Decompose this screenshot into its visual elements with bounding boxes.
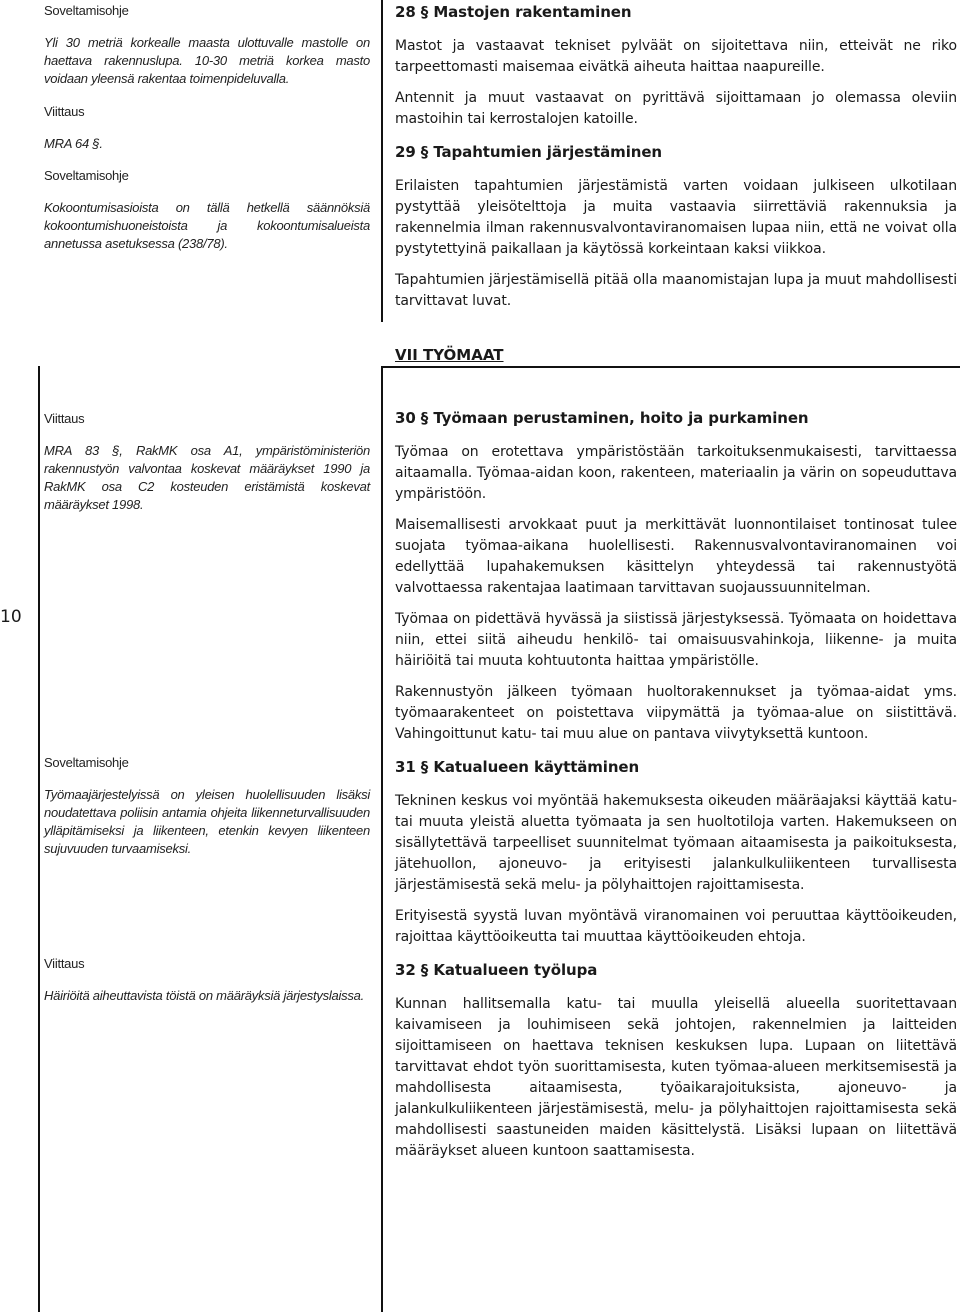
note-text: Häiriöitä aiheuttavista töistä on määräyksiä järjestyslaissa. xyxy=(44,988,365,1003)
page-left-rule xyxy=(38,366,40,1312)
top-left-notes xyxy=(44,2,370,253)
bottom-left-guidance xyxy=(44,754,370,858)
paragraph: Työmaa on pidettävä hyvässä ja siistissä järjestyksessä. Työmaata on hoidettava niin, ettei siitä aiheudu henkilö- tai omaisuusvahinkoja, liikenne- ja muita häiriöitä tai muuta kohtuutonta haittaa ympäristölle. xyxy=(395,611,957,669)
chapter-title: VII TYÖMAAT xyxy=(395,346,504,364)
page-number: 10 xyxy=(0,607,22,627)
bottom-left-reference-2 xyxy=(44,955,370,1005)
column-divider-top xyxy=(381,0,383,322)
section-heading-32: 32 § Katualueen työlupa xyxy=(395,961,598,979)
note-text: Yli 30 metriä korkealle maasta ulottuvalle mastolle on haettava rakennuslupa. 10-30 metriä korkea masto voidaan yleensä rakentaa toimenpideluvalla. xyxy=(44,35,370,86)
section-heading-31: 31 § Katualueen käyttäminen xyxy=(395,758,640,776)
paragraph: Maisemallisesti arvokkaat puut ja merkittävät luonnontilaiset tontinosat tulee suojata työmaa-aikana huolellisesti. Rakennusvalvontaviranomainen voi edellyttää lupahakemuksen käsittelyn yhteydessä tai rakennustyötä valvottaessa rakentajaa laatimaan tarvittavan suojaussuunnitelman. xyxy=(395,517,957,596)
note-label: Soveltamisohje xyxy=(44,3,129,18)
paragraph: Erityisestä syystä luvan myöntävä viranomainen voi peruuttaa käyttöoikeuden, rajoittaa käyttöoikeutta tai muuttaa käyttöoikeuden ehtoja. xyxy=(395,908,957,945)
paragraph: Tapahtumien järjestämisellä pitää olla maanomistajan lupa ja muut mahdollisesti tarvittavat luvat. xyxy=(395,272,957,309)
paragraph: Mastot ja vastaavat tekniset pylväät on sijoitettava niin, etteivät ne riko tarpeettomasti maisemaa eivätkä aiheuta haittaa naapureille. xyxy=(395,38,957,75)
note-text: Kokoontumisasioista on tällä hetkellä säännöksiä kokoontumishuoneistoista ja kokoontumisalueista annetussa asetuksessa (238/78). xyxy=(44,200,370,251)
bottom-left-reference-1 xyxy=(44,410,370,514)
note-label: Soveltamisohje xyxy=(44,168,129,183)
chapter-divider xyxy=(381,366,960,368)
section-heading-28: 28 § Mastojen rakentaminen xyxy=(395,3,632,21)
note-text: MRA 64 §. xyxy=(44,136,103,151)
paragraph: Erilaisten tapahtumien järjestämistä varten voidaan julkiseen ulkotilaan pystyttää yleisötelttoja ja muita vastaavia siirrettäviä rakennuksia ja rakennelmia ilman rakennusvalvontaviranomaisen lupaa niin, että ne voivat olla pystytettyinä paikallaan ja käytössä korkeintaan kaksi viikkoa. xyxy=(395,178,957,257)
paragraph: Rakennustyön jälkeen työmaan huoltorakennukset ja työmaa-aidat yms. työmaarakenteet on poistettava viipymättä ja työmaa-alue on siistittävä. Vahingoittunut katu- tai muu alue on pantava viivytyksettä kuntoon. xyxy=(395,684,957,742)
bottom-right-main xyxy=(395,408,957,1172)
section-heading-29: 29 § Tapahtumien järjestäminen xyxy=(395,143,662,161)
note-label: Viittaus xyxy=(44,104,85,119)
paragraph: Työmaa on erotettava ympäristöstään tarkoituksenmukaisesti, tarvittaessa aitaamalla. Työmaa-aidan koon, rakenteen, materiaalin ja värin on sopeuduttava ympäristöön. xyxy=(395,444,957,502)
column-divider-bottom xyxy=(381,366,383,1312)
note-label: Viittaus xyxy=(44,411,85,426)
note-text: MRA 83 §, RakMK osa A1, ympäristöministeriön rakennustyön valvontaa koskevat määräykset 1990 ja RakMK osa C2 kosteuden eristämistä koskevat määräykset 1998. xyxy=(44,443,370,512)
note-text: Työmaajärjestelyissä on yleisen huolellisuuden lisäksi noudatettava poliisin antamia ohjeita liikenneturvallisuuden ylläpitämiseksi ja liikenteen, etenkin kevyen liikenteen sujuvuuden turvaamiseksi. xyxy=(44,787,370,856)
note-label: Soveltamisohje xyxy=(44,755,129,770)
top-right-main xyxy=(395,2,957,322)
paragraph: Tekninen keskus voi myöntää hakemuksesta oikeuden määräajaksi käyttää katu- tai muuta yleistä aluetta työmaata ja sen huoltotiloja varten. Hakemukseen on sisällytettävä tarpeelliset suunnitelmat työmaan aitaamisesta ja paikoituksesta, jätehuollon, ajoneuvo- ja erityisesti jalankulkuliikenteen turvallisesta järjestämisestä sekä melu- ja pölyhaittojen rajoittamisesta. xyxy=(395,793,957,893)
note-label: Viittaus xyxy=(44,956,85,971)
paragraph: Antennit ja muut vastaavat on pyrittävä sijoittamaan jo olemassa oleviin mastoihin tai kerrostalojen katoille. xyxy=(395,90,957,127)
section-heading-30: 30 § Työmaan perustaminen, hoito ja purkaminen xyxy=(395,409,809,427)
paragraph: Kunnan hallitsemalla katu- tai muulla yleisellä alueella suoritettavaan kaivamiseen ja louhimiseen sekä johtojen, rakennelmien ja laitteiden sijoittamiseen on haettava teknisen keskuksen lupa. Lupaan on liitettävä tarvittavat ehdot työn suorittamisesta, kuten työmaa-alueen merkitsemisestä ja mahdollisesta aitaamisesta, työaikarajoituksista, ajoneuvo- ja jalankulkuliikenteen järjestämisestä, melu- ja pölyhaittojen rajoittamisesta sekä mahdollisesti saastuneiden maiden käsittelystä. Lisäksi lupaan on liitettävä määräykset alueen kuntoon saattamisesta. xyxy=(395,996,957,1159)
